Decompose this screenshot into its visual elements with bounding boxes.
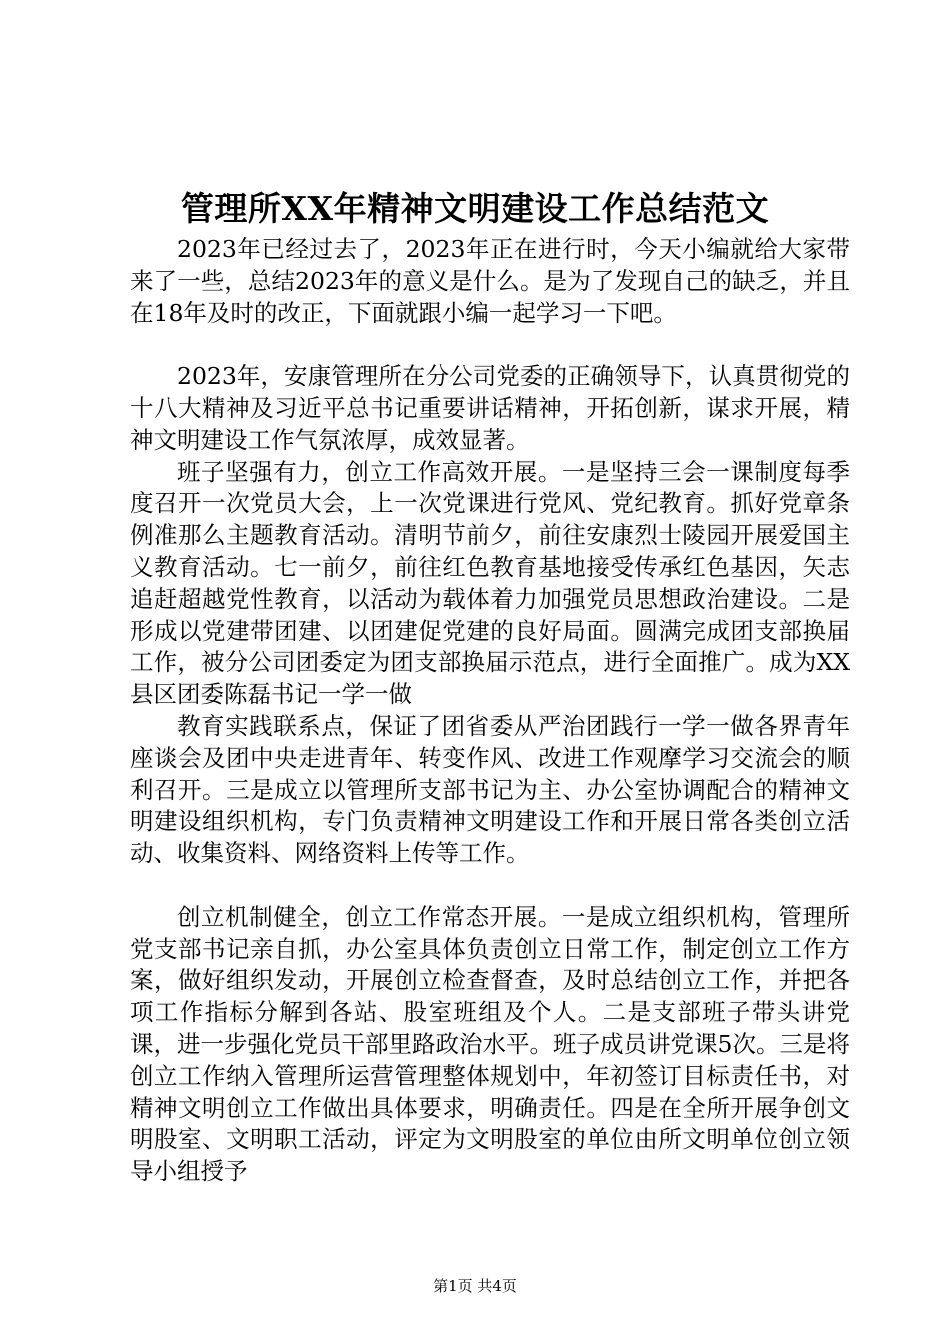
overview-paragraph: 2023年，安康管理所在分公司党委的正确领导下，认真贯彻党的十八大精神及习近平总书记重要讲话精神，开拓创新，谋求开展，精神文明建设工作气氛浓厚，成效显著。 (130, 362, 850, 454)
page-number-footer: 第1页 共4页 (433, 1277, 517, 1295)
intro-paragraph: 2023年已经过去了，2023年正在进行时，今天小编就给大家带来了一些，总结2023年的意义是什么。是为了发现自己的缺乏，并且在18年及时的改正，下面就跟小编一起学习一下吧。 (130, 235, 850, 327)
document-title: 管理所XX年精神文明建设工作总结范文 (180, 189, 770, 228)
education-paragraph: 教育实践联系点，保证了团省委从严治团践行一学一做各界青年座谈会及团中央走进青年、转变作风、改进工作观摩学习交流会的顺利召开。三是成立以管理所支部书记为主、办公室协调配合的精神文明建设组织机构，专门负责精神文明建设工作和开展日常各类创立活动、收集资料、网络资料上传等工作。 (130, 711, 850, 868)
document-body (130, 234, 850, 1188)
mechanism-paragraph: 创立机制健全，创立工作常态开展。一是成立组织机构，管理所党支部书记亲自抓，办公室具体负责创立日常工作，制定创立工作方案，做好组织发动，开展创立检查督查，及时总结创立工作，并把各项工作指标分解到各站、股室班组及个人。二是支部班子带头讲党课，进一步强化党员干部里路政治水平。班子成员讲党课5次。三是将创立工作纳入管理所运营管理整体规划中，年初签订目标责任书，对精神文明创立工作做出具体要求，明确责任。四是在全所开展争创文明股室、文明职工活动，评定为文明股室的单位由所文明单位创立领导小组授予 (130, 902, 850, 1186)
leadership-paragraph: 班子坚强有力，创立工作高效开展。一是坚持三会一课制度每季度召开一次党员大会，上一次党课进行党风、党纪教育。抓好党章条例准那么主题教育活动。清明节前夕，前往安康烈士陵园开展爱国主义教育活动。七一前夕，前往红色教育基地接受传承红色基因，矢志追赶超越党性教育，以活动为载体着力加强党员思想政治建设。二是形成以党建带团建、以团建促党建的良好局面。圆满完成团支部换届工作，被分公司团委定为团支部换届示范点，进行全面推广。成为XX县区团委陈磊书记一学一做 (130, 457, 850, 709)
